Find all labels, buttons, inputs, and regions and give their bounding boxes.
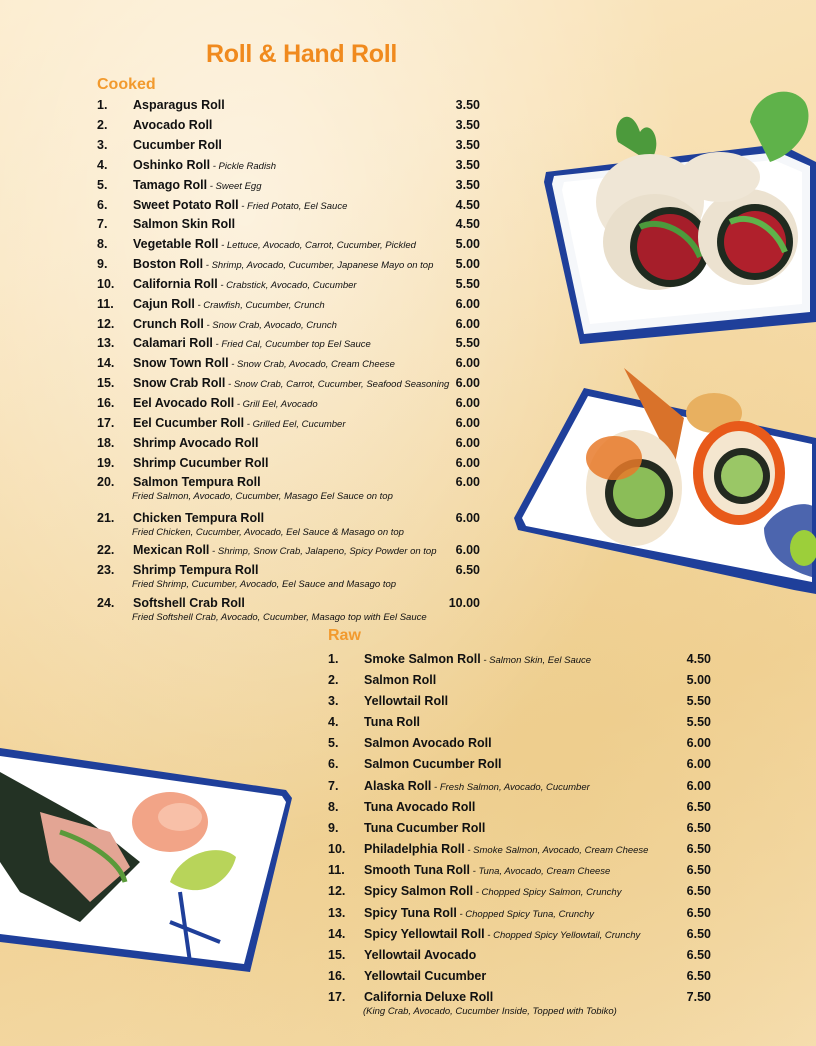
item-number: 24. <box>97 596 115 610</box>
item-name <box>364 693 448 709</box>
tuna-roll-plate-photo <box>540 82 816 344</box>
item-name <box>133 256 433 274</box>
item-name-text: Yellowtail Roll <box>364 694 449 708</box>
item-number: 21. <box>97 511 115 525</box>
item-name <box>133 510 264 526</box>
item-name-text: Tuna Roll <box>364 715 421 729</box>
item-number: 23. <box>97 563 115 577</box>
menu-item <box>97 595 482 623</box>
item-price: 6.00 <box>455 543 480 557</box>
item-price: 3.50 <box>455 98 480 112</box>
item-number: 19. <box>97 456 115 470</box>
item-number: 3. <box>328 694 339 708</box>
item-price: 6.00 <box>455 376 480 390</box>
item-number: 15. <box>328 948 346 962</box>
menu-item <box>328 651 713 671</box>
item-name <box>133 455 268 471</box>
raw-heading: Raw <box>328 627 361 644</box>
tempura-roll-plate-photo <box>514 358 816 594</box>
item-price: 6.50 <box>686 948 711 962</box>
item-name-text: Cajun Roll <box>133 297 195 311</box>
item-number: 7. <box>97 217 108 231</box>
menu-item <box>97 216 482 236</box>
item-name <box>133 375 449 393</box>
item-description: - Chopped Spicy Salmon, Crunchy <box>473 887 622 898</box>
item-name-text: Softshell Crab Roll <box>133 596 245 610</box>
item-price: 6.00 <box>455 297 480 311</box>
menu-item <box>328 820 713 840</box>
item-number: 2. <box>328 673 339 687</box>
menu-item <box>97 562 482 590</box>
menu-item <box>328 862 713 882</box>
menu-item <box>328 841 713 861</box>
item-name-text: Philadelphia Roll <box>364 842 465 856</box>
item-number: 1. <box>328 652 339 666</box>
item-subdescription: Fried Salmon, Avocado, Cucumber, Masago Eel Sauce on top <box>132 491 393 502</box>
item-number: 22. <box>97 543 115 557</box>
item-name <box>364 883 621 901</box>
item-number: 9. <box>328 821 339 835</box>
item-price: 6.50 <box>686 969 711 983</box>
item-number: 14. <box>97 356 115 370</box>
item-price: 6.00 <box>455 356 480 370</box>
item-name <box>364 820 485 836</box>
item-name <box>133 157 276 175</box>
item-name-text: Snow Town Roll <box>133 356 229 370</box>
item-price: 6.00 <box>686 757 711 771</box>
item-description: - Pickle Radish <box>210 161 277 172</box>
item-price: 5.00 <box>686 673 711 687</box>
item-description: - Crawfish, Cucumber, Crunch <box>194 300 325 311</box>
item-subdescription: (King Crab, Avocado, Cucumber Inside, Topped with Tobiko) <box>363 1006 617 1017</box>
item-name <box>364 989 493 1005</box>
menu-item <box>328 714 713 734</box>
item-name-text: Eel Avocado Roll <box>133 396 235 410</box>
menu-item <box>97 510 482 538</box>
item-price: 5.50 <box>455 277 480 291</box>
item-name <box>133 137 222 153</box>
item-name <box>364 778 590 796</box>
item-price: 6.00 <box>686 779 711 793</box>
item-number: 20. <box>97 475 115 489</box>
item-name <box>364 841 648 859</box>
item-price: 4.50 <box>455 217 480 231</box>
menu-item <box>97 455 482 475</box>
item-name <box>364 735 492 751</box>
menu-item <box>328 905 713 925</box>
item-price: 6.50 <box>686 863 711 877</box>
item-number: 1. <box>97 98 108 112</box>
menu-item <box>328 778 713 798</box>
menu-item <box>97 474 482 502</box>
item-price: 6.50 <box>686 927 711 941</box>
item-name <box>133 177 261 195</box>
item-name-text: Smoke Salmon Roll <box>364 652 481 666</box>
item-number: 13. <box>97 336 115 350</box>
item-name-text: Sweet Potato Roll <box>133 198 239 212</box>
menu-item <box>97 316 482 336</box>
item-name-text: California Roll <box>133 277 218 291</box>
item-number: 8. <box>328 800 339 814</box>
item-number: 3. <box>97 138 108 152</box>
item-name <box>133 296 325 314</box>
item-number: 7. <box>328 779 339 793</box>
item-name-text: California Deluxe Roll <box>364 990 494 1004</box>
item-description: - Crabstick, Avocado, Cucumber <box>217 280 357 291</box>
item-description: - Snow Crab, Carrot, Cucumber, Seafood Seasoning <box>225 379 450 390</box>
item-name <box>133 276 357 294</box>
item-name-text: Salmon Avocado Roll <box>364 736 492 750</box>
item-number: 2. <box>97 118 108 132</box>
menu-item <box>328 947 713 967</box>
item-description: - Snow Crab, Avocado, Crunch <box>203 320 337 331</box>
item-description: - Smoke Salmon, Avocado, Cream Cheese <box>464 845 649 856</box>
item-price: 6.50 <box>455 563 480 577</box>
menu-item <box>97 355 482 375</box>
menu-item <box>97 97 482 117</box>
item-name-text: Boston Roll <box>133 257 204 271</box>
item-price: 10.00 <box>448 596 480 610</box>
menu-item <box>328 799 713 819</box>
item-number: 8. <box>97 237 108 251</box>
item-price: 7.50 <box>686 990 711 1004</box>
item-number: 10. <box>328 842 346 856</box>
item-number: 9. <box>97 257 108 271</box>
item-name <box>133 542 436 560</box>
item-subdescription: Fried Softshell Crab, Avocado, Cucumber, Masago top with Eel Sauce <box>132 612 427 623</box>
item-name <box>133 435 258 451</box>
cooked-heading: Cooked <box>97 76 156 93</box>
item-name-text: Tuna Cucumber Roll <box>364 821 486 835</box>
menu-item <box>97 137 482 157</box>
item-description: - Fried Cal, Cucumber top Eel Sauce <box>212 339 371 350</box>
item-price: 6.00 <box>455 511 480 525</box>
menu-item <box>97 375 482 395</box>
item-name-text: Salmon Cucumber Roll <box>364 757 502 771</box>
item-number: 16. <box>328 969 346 983</box>
menu-item <box>97 415 482 435</box>
item-name-text: Salmon Skin Roll <box>133 217 236 231</box>
item-name-text: Spicy Salmon Roll <box>364 884 474 898</box>
item-price: 6.00 <box>455 416 480 430</box>
item-name-text: Spicy Yellowtail Roll <box>364 927 485 941</box>
item-price: 5.50 <box>686 694 711 708</box>
item-name-text: Spicy Tuna Roll <box>364 906 457 920</box>
item-number: 16. <box>97 396 115 410</box>
item-number: 6. <box>97 198 108 212</box>
item-name-text: Salmon Roll <box>364 673 437 687</box>
item-description: - Chopped Spicy Tuna, Crunchy <box>456 909 594 920</box>
menu-item <box>328 672 713 692</box>
item-number: 18. <box>97 436 115 450</box>
item-name-text: Asparagus Roll <box>133 98 225 112</box>
item-name-text: Mexican Roll <box>133 543 210 557</box>
item-number: 14. <box>328 927 346 941</box>
item-name <box>364 799 475 815</box>
menu-item <box>328 989 713 1017</box>
item-description: - Grilled Eel, Cucumber <box>244 419 346 430</box>
menu-item <box>328 735 713 755</box>
item-price: 6.00 <box>686 736 711 750</box>
item-name <box>364 672 436 688</box>
item-name <box>133 474 261 490</box>
item-name-text: Shrimp Cucumber Roll <box>133 456 269 470</box>
item-name-text: Smooth Tuna Roll <box>364 863 471 877</box>
item-description: - Shrimp, Avocado, Cucumber, Japanese Mayo on top <box>203 260 434 271</box>
item-subdescription: Fried Shrimp, Cucumber, Avocado, Eel Sauce and Masago top <box>132 579 397 590</box>
item-name <box>133 335 371 353</box>
item-name-text: Chicken Tempura Roll <box>133 511 265 525</box>
item-name-text: Calamari Roll <box>133 336 213 350</box>
item-name <box>364 905 594 923</box>
item-name-text: Snow Crab Roll <box>133 376 226 390</box>
page-title: Roll & Hand Roll <box>206 40 398 68</box>
menu-item <box>328 756 713 776</box>
menu-item <box>328 926 713 946</box>
item-price: 5.00 <box>455 257 480 271</box>
item-name <box>133 97 225 113</box>
item-name <box>133 595 245 611</box>
item-number: 4. <box>328 715 339 729</box>
item-name-text: Cucumber Roll <box>133 138 222 152</box>
item-number: 17. <box>97 416 115 430</box>
item-price: 3.50 <box>455 158 480 172</box>
item-price: 3.50 <box>455 138 480 152</box>
item-price: 6.00 <box>455 456 480 470</box>
item-price: 3.50 <box>455 178 480 192</box>
item-name <box>133 395 318 413</box>
item-name-text: Tamago Roll <box>133 178 208 192</box>
menu-item <box>97 256 482 276</box>
item-price: 6.50 <box>686 906 711 920</box>
item-name-text: Vegetable Roll <box>133 237 219 251</box>
item-price: 5.00 <box>455 237 480 251</box>
item-number: 12. <box>328 884 346 898</box>
item-name <box>364 714 420 730</box>
item-description: - Lettuce, Avocado, Carrot, Cucumber, Pickled <box>218 240 416 251</box>
item-number: 11. <box>328 863 345 877</box>
item-subdescription: Fried Chicken, Cucumber, Avocado, Eel Sauce & Masago on top <box>132 527 404 538</box>
item-number: 15. <box>97 376 115 390</box>
item-price: 4.50 <box>455 198 480 212</box>
item-description: - Fresh Salmon, Avocado, Cucumber <box>431 782 590 793</box>
item-price: 5.50 <box>686 715 711 729</box>
item-price: 6.50 <box>686 821 711 835</box>
item-name-text: Salmon Tempura Roll <box>133 475 261 489</box>
menu-item <box>97 236 482 256</box>
item-number: 10. <box>97 277 115 291</box>
item-name <box>364 651 591 669</box>
item-description: - Chopped Spicy Yellowtail, Crunchy <box>484 930 641 941</box>
item-name <box>364 926 640 944</box>
item-number: 17. <box>328 990 346 1004</box>
menu-item <box>97 395 482 415</box>
item-price: 3.50 <box>455 118 480 132</box>
item-description: - Salmon Skin, Eel Sauce <box>480 655 592 666</box>
menu-item <box>328 693 713 713</box>
item-price: 6.00 <box>455 475 480 489</box>
item-name-text: Yellowtail Cucumber <box>364 969 487 983</box>
menu-item <box>97 335 482 355</box>
menu-item <box>97 177 482 197</box>
item-description: - Sweet Egg <box>207 181 262 192</box>
menu-item <box>97 276 482 296</box>
item-price: 6.00 <box>455 436 480 450</box>
item-description: - Shrimp, Snow Crab, Jalapeno, Spicy Powder on top <box>209 546 437 557</box>
item-description: - Fried Potato, Eel Sauce <box>238 201 348 212</box>
item-number: 12. <box>97 317 115 331</box>
menu-item <box>97 197 482 217</box>
item-description: - Tuna, Avocado, Cream Cheese <box>470 866 611 877</box>
item-name-text: Shrimp Tempura Roll <box>133 563 259 577</box>
item-name-text: Shrimp Avocado Roll <box>133 436 259 450</box>
hand-roll-plate-photo <box>0 742 292 974</box>
menu-item <box>328 883 713 903</box>
item-name-text: Avocado Roll <box>133 118 213 132</box>
item-number: 13. <box>328 906 346 920</box>
item-number: 5. <box>97 178 108 192</box>
item-price: 5.50 <box>455 336 480 350</box>
item-name <box>133 316 337 334</box>
item-number: 5. <box>328 736 339 750</box>
menu-item <box>97 117 482 137</box>
item-description: - Grill Eel, Avocado <box>234 399 318 410</box>
item-price: 4.50 <box>686 652 711 666</box>
menu-item <box>97 157 482 177</box>
item-name <box>133 216 235 232</box>
item-name-text: Alaska Roll <box>364 779 432 793</box>
item-name <box>133 355 395 373</box>
item-name-text: Eel Cucumber Roll <box>133 416 245 430</box>
item-name <box>364 968 486 984</box>
item-name <box>133 562 258 578</box>
item-name <box>364 947 476 963</box>
item-name <box>364 756 502 772</box>
item-name <box>133 117 212 133</box>
menu-item <box>97 296 482 316</box>
item-price: 6.50 <box>686 842 711 856</box>
item-number: 6. <box>328 757 339 771</box>
item-name-text: Yellowtail Avocado <box>364 948 477 962</box>
item-name-text: Crunch Roll <box>133 317 204 331</box>
menu-item <box>97 542 482 562</box>
item-name <box>133 197 347 215</box>
item-name-text: Oshinko Roll <box>133 158 211 172</box>
menu-item <box>328 968 713 988</box>
item-price: 6.50 <box>686 884 711 898</box>
item-price: 6.50 <box>686 800 711 814</box>
item-price: 6.00 <box>455 396 480 410</box>
item-name <box>133 415 346 433</box>
item-number: 11. <box>97 297 114 311</box>
item-price: 6.00 <box>455 317 480 331</box>
item-number: 4. <box>97 158 108 172</box>
item-name-text: Tuna Avocado Roll <box>364 800 476 814</box>
item-description: - Snow Crab, Avocado, Cream Cheese <box>228 359 395 370</box>
item-name <box>364 862 610 880</box>
item-name <box>133 236 416 254</box>
menu-item <box>97 435 482 455</box>
